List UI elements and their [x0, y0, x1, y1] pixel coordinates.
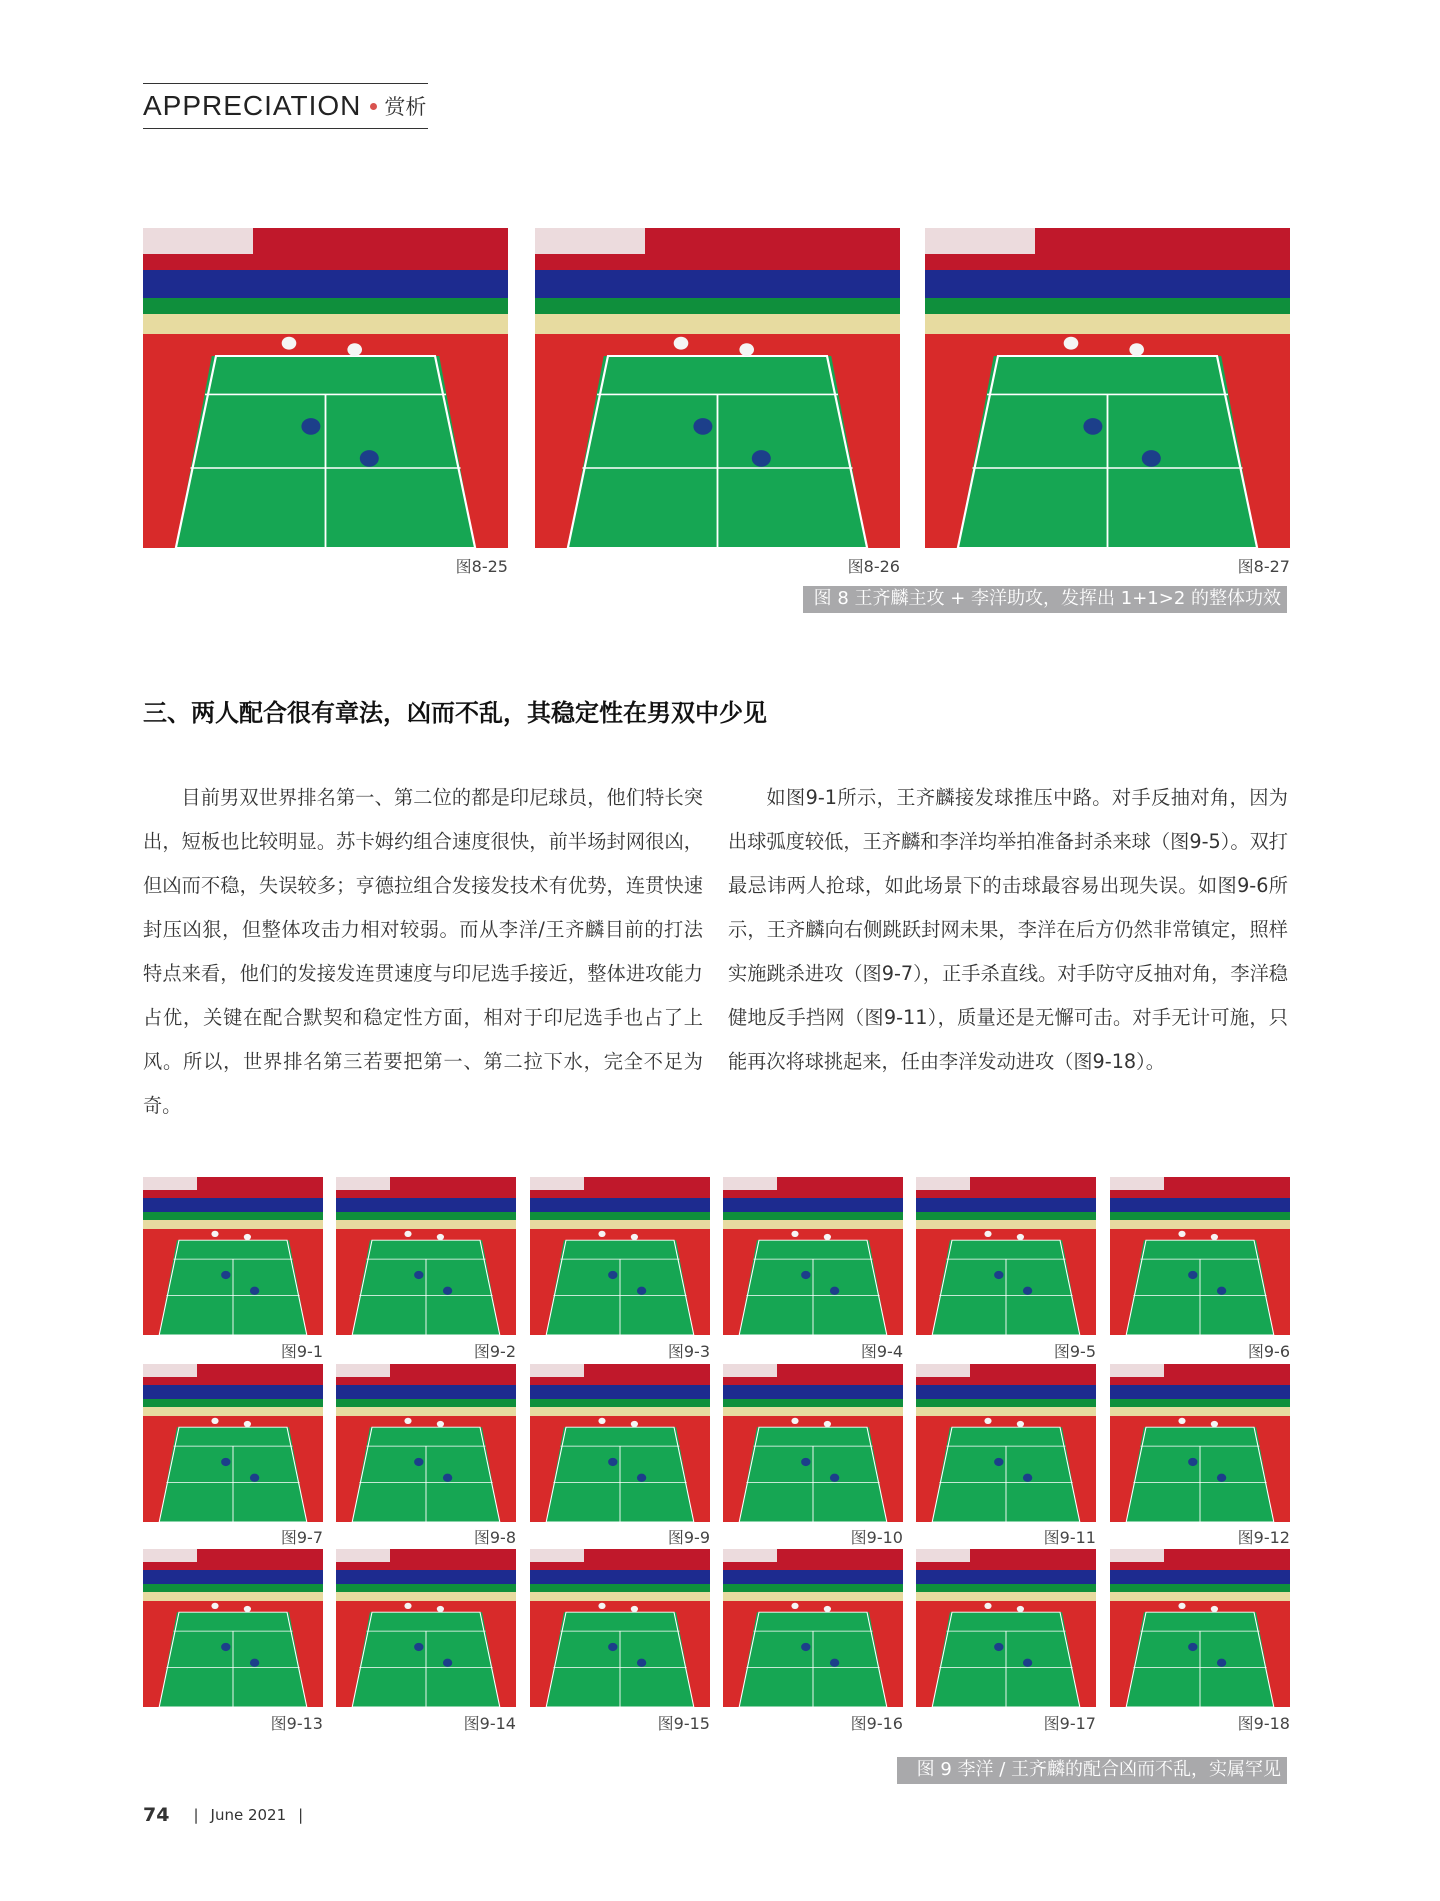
section-title: 三、两人配合很有章法，凶而不乱，其稳定性在男双中少见 — [143, 699, 767, 727]
figure-9-photo-caption: 图9-1 — [280, 1342, 323, 1361]
figure-9-photo — [916, 1177, 1096, 1335]
figure-8-photo — [925, 228, 1290, 548]
figure-8-photo-caption: 图8-25 — [455, 557, 508, 576]
figure-9-photo — [1110, 1177, 1290, 1335]
figure-9-photo — [723, 1364, 903, 1522]
body-column-left — [143, 776, 703, 1128]
page-footer — [143, 1804, 315, 1826]
body-paragraph-right: 如图9-1所示，王齐麟接发球推压中路。对手反抽对角，因为出球弧度较低，王齐麟和李洋均举拍准备封杀来球（图9-5）。双打最忌讳两人抢球，如此场景下的击球最容易出现失误。如图9-6所示，王齐麟向右侧跳跃封网未果，李洋在后方仍然非常镇定，照样实施跳杀进攻（图9-7），正手杀直线。对手防守反抽对角，李洋稳健地反手挡网（图9-11），质量还是无懈可击。对手无计可施，只能再次将球挑起来，任由李洋发动进攻（图9-18）。 — [728, 786, 1288, 1073]
footer-divider: | — [298, 1806, 304, 1824]
figure-9-photo-caption: 图9-16 — [850, 1714, 903, 1733]
figure-9-photo-caption: 图9-13 — [270, 1714, 323, 1733]
figure-8-photo — [535, 228, 900, 548]
figure-9-photo — [143, 1177, 323, 1335]
figure-9-photo — [723, 1177, 903, 1335]
figure-9-photo-caption: 图9-7 — [280, 1528, 323, 1547]
figure-8-photo-caption: 图8-26 — [847, 557, 900, 576]
figure-9-photo — [143, 1549, 323, 1707]
issue-date: June 2021 — [210, 1806, 287, 1824]
figure-9-photo-caption: 图9-11 — [1043, 1528, 1096, 1547]
figure-9-photo — [336, 1549, 516, 1707]
figure-9-photo-caption: 图9-9 — [667, 1528, 710, 1547]
body-paragraph-left: 目前男双世界排名第一、第二位的都是印尼球员，他们特长突出，短板也比较明显。苏卡姆约组合速度很快，前半场封网很凶，但凶而不稳，失误较多；亨德拉组合发接发技术有优势，连贯快速封压凶狠，但整体攻击力相对较弱。而从李洋/王齐麟目前的打法特点来看，他们的发接发连贯速度与印尼选手接近，整体进攻能力占优，关键在配合默契和稳定性方面，相对于印尼选手也占了上风。所以，世界排名第三若要把第一、第二拉下水，完全不足为奇。 — [143, 786, 703, 1117]
figure-9-photo-caption: 图9-5 — [1053, 1342, 1096, 1361]
figure-9-photo-caption: 图9-6 — [1247, 1342, 1290, 1361]
figure-9-photo — [916, 1364, 1096, 1522]
figure-9-photo — [723, 1549, 903, 1707]
figure-9-photo-caption: 图9-17 — [1043, 1714, 1096, 1733]
figure-9-photo-caption: 图9-15 — [657, 1714, 710, 1733]
figure-9-photo-caption: 图9-18 — [1237, 1714, 1290, 1733]
figure-9-photo — [336, 1364, 516, 1522]
section-header — [143, 83, 428, 129]
figure-9-photo — [916, 1549, 1096, 1707]
footer-divider: | — [193, 1806, 199, 1824]
figure-8-photo-caption: 图8-27 — [1237, 557, 1290, 576]
figure-9-photo — [1110, 1549, 1290, 1707]
section-label-cn: 赏析 — [384, 95, 427, 119]
figure-8-photo — [143, 228, 508, 548]
figure-9-photo — [336, 1177, 516, 1335]
figure-9-photo-caption: 图9-3 — [667, 1342, 710, 1361]
figure-9-photo-caption: 图9-12 — [1237, 1528, 1290, 1547]
figure-9-photo — [530, 1177, 710, 1335]
figure-9-photo — [530, 1549, 710, 1707]
figure-9-caption-banner: 图 9 李洋 / 王齐麟的配合凶而不乱，实属罕见 — [897, 1757, 1287, 1784]
separator-dot — [370, 103, 377, 110]
figure-9-photo — [1110, 1364, 1290, 1522]
figure-9-photo — [530, 1364, 710, 1522]
figure-9-photo-caption: 图9-4 — [860, 1342, 903, 1361]
section-label-en: APPRECIATION — [143, 90, 362, 121]
figure-9-photo — [143, 1364, 323, 1522]
figure-9-photo-caption: 图9-10 — [850, 1528, 903, 1547]
figure-9-photo-caption: 图9-8 — [473, 1528, 516, 1547]
figure-9-photo-caption: 图9-14 — [463, 1714, 516, 1733]
page-number: 74 — [143, 1804, 170, 1826]
body-column-right — [728, 776, 1288, 1084]
figure-9-photo-caption: 图9-2 — [473, 1342, 516, 1361]
figure-8-caption-banner: 图 8 王齐麟主攻 + 李洋助攻，发挥出 1+1>2 的整体功效 — [803, 586, 1287, 613]
